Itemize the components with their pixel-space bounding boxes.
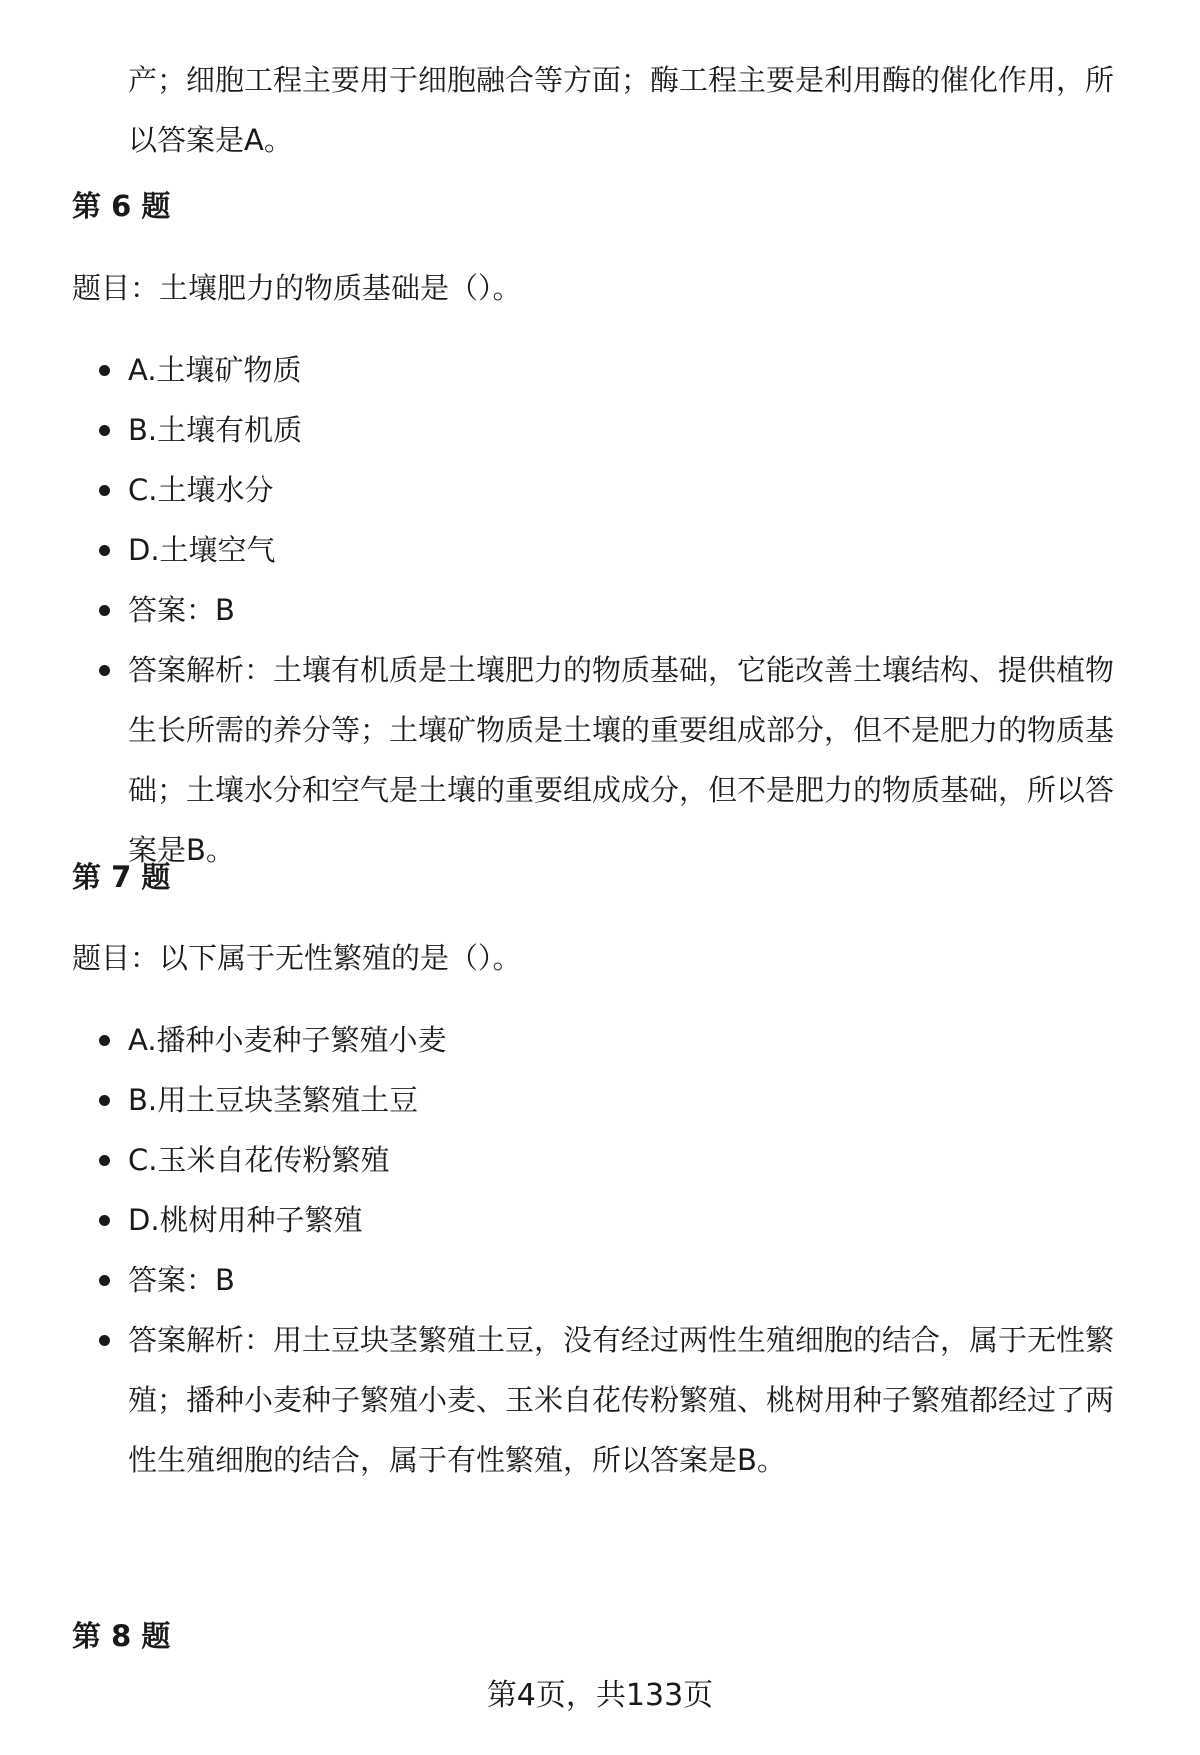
bullet-icon [99,1215,110,1226]
option-a: A.播种小麦种子繁殖小麦 [0,1010,1138,1070]
question-6-heading: 第 6 题 [72,189,171,223]
bullet-icon [99,485,110,496]
option-d: D.土壤空气 [0,520,1138,580]
answer-explanation: 答案解析：用土豆块茎繁殖土豆，没有经过两性生殖细胞的结合，属于无性繁殖；播种小麦种子繁殖小麦、玉米自花传粉繁殖、桃树用种子繁殖都经过了两性生殖细胞的结合，属于有性繁殖，所以答案是B。 [0,1310,1138,1490]
bullet-icon [99,425,110,436]
question-7-text: 题目：以下属于无性繁殖的是（）。 [72,941,522,975]
answer: 答案：B [0,580,1138,640]
option-a: A.土壤矿物质 [0,340,1138,400]
bullet-icon [99,605,110,616]
option-d: D.桃树用种子繁殖 [0,1190,1138,1250]
answer: 答案：B [0,1250,1138,1310]
bullet-icon [99,665,110,676]
question-7-options [0,1010,1200,1490]
option-b: B.土壤有机质 [0,400,1138,460]
question-6-options [0,340,1200,880]
question-7-heading: 第 7 题 [72,860,171,894]
bullet-icon [99,1155,110,1166]
question-8-heading: 第 8 题 [72,1619,171,1653]
answer-explanation: 答案解析：土壤有机质是土壤肥力的物质基础，它能改善土壤结构、提供植物生长所需的养分等；土壤矿物质是土壤的重要组成部分，但不是肥力的物质基础；土壤水分和空气是土壤的重要组成成分，但不是肥力的物质基础，所以答案是B。 [0,640,1138,880]
option-c: C.玉米自花传粉繁殖 [0,1130,1138,1190]
option-c: C.土壤水分 [0,460,1138,520]
bullet-icon [99,1275,110,1286]
option-b: B.用土豆块茎繁殖土豆 [0,1070,1138,1130]
bullet-icon [99,1335,110,1346]
bullet-icon [99,1035,110,1046]
question-6-text: 题目：土壤肥力的物质基础是（）。 [72,271,522,305]
bullet-icon [99,365,110,376]
bullet-icon [99,1095,110,1106]
page-footer: 第4页，共133页 [486,1678,714,1713]
previous-explanation-continuation: 产；细胞工程主要用于细胞融合等方面；酶工程主要是利用酶的催化作用，所以答案是A。 [128,63,1115,157]
bullet-icon [99,545,110,556]
